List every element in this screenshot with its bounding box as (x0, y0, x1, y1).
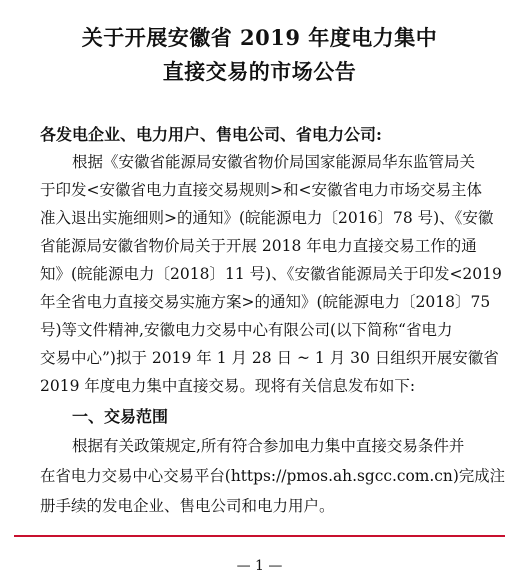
paragraph-1-line: 准入退出实施细则>的通知》(皖能源电力〔2016〕78 号)、《安徽 (40, 209, 494, 227)
paragraph-1-line: 2019 年度电力集中直接交易。现将有关信息发布如下: (40, 377, 416, 395)
paragraph-1-line: 交易中心”)拟于 2019 年 1 月 28 日 ~ 1 月 30 日组织开展安徽省 (40, 349, 499, 367)
paragraph-1-line: 省能源局安徽省物价局关于开展 2018 年电力直接交易工作的通 (40, 237, 477, 255)
paragraph-1-line: 于印发<安徽省电力直接交易规则>和<安徽省电力市场交易主体 (40, 181, 482, 199)
section-heading: 一、交易范围 (72, 407, 169, 426)
document-title-line-1: 关于开展安徽省 2019 年度电力集中 (81, 25, 438, 50)
red-divider-rule (14, 535, 505, 537)
page-number: — 1 — (236, 558, 283, 574)
paragraph-2-line: 册手续的发电企业、售电公司和电力用户。 (40, 497, 335, 515)
document-title-line-2: 直接交易的市场公告 (162, 59, 357, 84)
paragraph-1-line: 知》(皖能源电力〔2018〕11 号)、《安徽省能源局关于印发<2019 (40, 265, 502, 283)
salutation: 各发电企业、电力用户、售电公司、省电力公司: (40, 125, 382, 144)
paragraph-2-line: 在省电力交易中心交易平台(https://pmos.ah.sgcc.com.cn)完成注 (40, 467, 506, 485)
paragraph-2-line: 根据有关政策规定,所有符合参加电力集中直接交易条件并 (72, 437, 465, 455)
paragraph-1-line: 年全省电力直接交易实施方案>的通知》(皖能源电力〔2018〕75 (40, 293, 491, 311)
paragraph-1-line: 根据《安徽省能源局安徽省物价局国家能源局华东监管局关 (72, 153, 476, 171)
paragraph-1-line: 号)等文件精神,安徽电力交易中心有限公司(以下简称“省电力 (40, 321, 453, 339)
